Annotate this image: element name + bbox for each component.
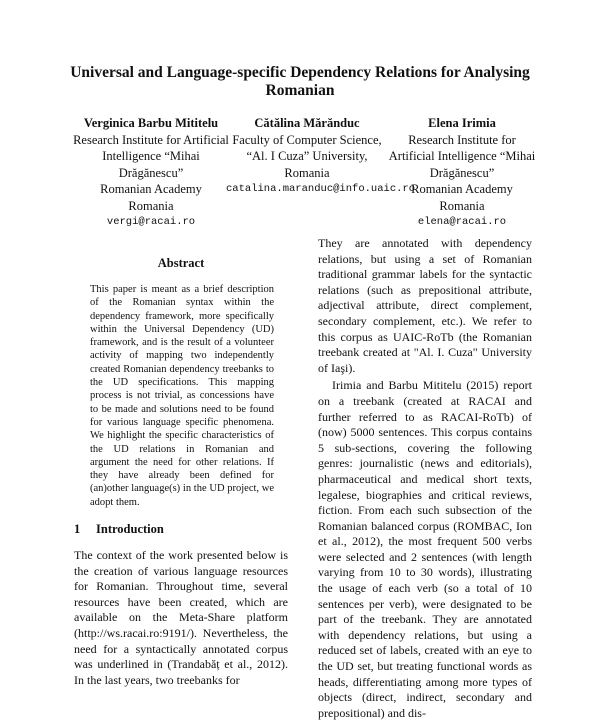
author-email: vergi@racai.ro [106, 216, 196, 228]
author-affiliation: Faculty of Computer Science, [232, 132, 382, 147]
right-column [318, 236, 532, 721]
author-country: Romania [284, 165, 330, 180]
author-country: Romania [128, 198, 174, 213]
author-affiliation: Research Institute for Artificial Intelligence “Mihai Drăgănescu” [73, 132, 229, 180]
author-organization: Romanian Academy [411, 182, 513, 196]
abstract-text: This paper is meant as a brief description of the Romanian syntax within the dependency framework, more specifically within the Universal Dependency (UD) framework, and is the result of a volunteer activity of mapping two independently created Romanian dependency treebanks to the UD specifications. This mapping process is not trivial, as concessions have to be made and solutions need to be found for various language specific phenomena. We highlight the specific characteristics of the UD relations in Romanian and argument the need for other relations. If they have already been defined for (an)other language(s) in the UD project, we adopt them. [90, 284, 274, 508]
section-heading [74, 522, 288, 537]
author-name: Verginica Barbu Mititelu [83, 116, 219, 130]
author-email: elena@racai.ro [417, 216, 507, 228]
author-affiliation: Research Institute for Artificial Intelligence “Mihai Drăgănescu” [388, 132, 536, 180]
left-column [74, 256, 288, 688]
body-paragraph: They are annotated with dependency relations, but using a set of Romanian traditional grammar labels for the syntactic relations (such as prepositional attribute, adjectival attribute, direct complement, secondary complement, etc.). We refer to this corpus as UAIC-RoTb (the Romanian treebank created at "Al. I. Cuza" University of Iaşi). [318, 236, 532, 375]
section-number: 1 [74, 522, 81, 537]
author-name: Elena Irimia [428, 116, 496, 130]
author-name: Cătălina Mărănduc [254, 116, 360, 130]
author-email: catalina.maranduc@info.uaic.ro [226, 183, 416, 195]
introduction-text: The context of the work presented below is the creation of various language resources for Romanian. Throughout time, several resources have been created, which are available on the Meta-Share platform (http://ws.racai.ro:9191/). Nevertheless, the need for a syntactically annotated corpus was underlined in (Trandabăț et al., 2012). In the last years, two treebanks for [74, 548, 288, 687]
author-block [226, 115, 416, 196]
section-title: Introduction [96, 522, 164, 537]
abstract-heading: Abstract [157, 256, 205, 270]
author-organization: Romanian Academy [100, 182, 202, 196]
author-block [388, 115, 536, 229]
author-country: Romania [439, 198, 485, 213]
body-paragraph: Irimia and Barbu Mititelu (2015) report on a treebank (created at RACAI and further referred to as RACAI-RoTb) of (now) 5000 sentences. This corpus contains 5 sub-sections, covering the following genres: journalistic (news and editorials), pharmaceutical and medical short texts, legalese, biographies and critical reviews, fiction. From each such subsection of the Romanian balanced corpus (ROMBAC, Ion et al., 2012), the most frequent 500 verbs were selected and 2 sentences (with length varying from 10 to 30 words), illustrating the usage of each verb (so a total of 10 sentences per verb), were designated to be part of the treebank. They are annotated with dependency relations, but using a reduced set of labels, created with an eye to the UD set, but treating functional words as heads, differentiating among more types of objects (direct, indirect, secondary and prepositional) and dis- [318, 378, 532, 720]
author-organization: “Al. I Cuza” University, [246, 149, 368, 163]
paper-title: Universal and Language-specific Dependency Relations for Analysing Romanian [70, 64, 530, 99]
author-block [72, 115, 230, 229]
